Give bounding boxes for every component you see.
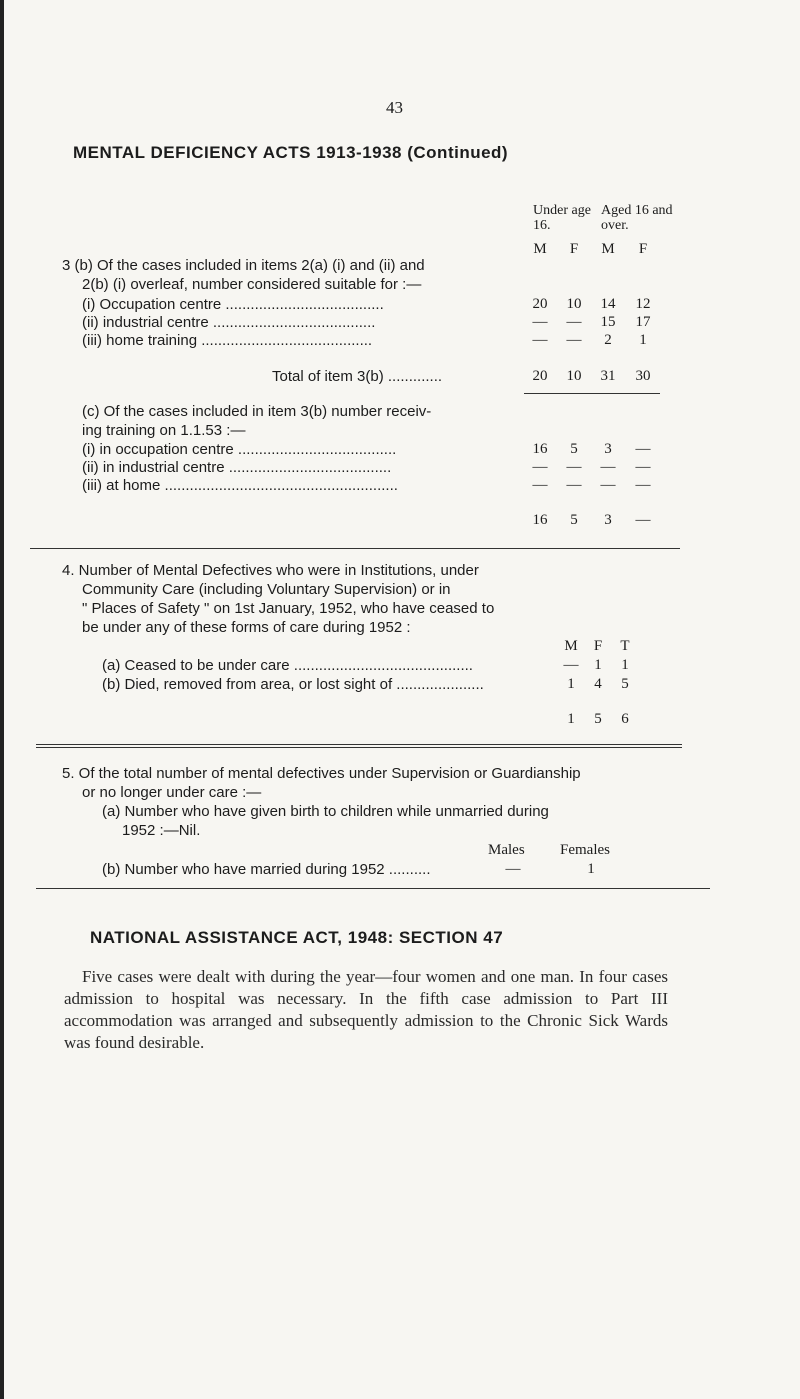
item-3b-total-label: Total of item 3(b) .............	[272, 368, 443, 385]
item-3c-row-label: (ii) in industrial centre .......................................	[82, 459, 392, 476]
table-cell: —	[566, 477, 582, 493]
page-edge	[0, 0, 4, 1399]
table-cell: 1	[639, 332, 647, 348]
table-cell: —	[600, 459, 616, 475]
col-label: M	[533, 241, 547, 257]
col-group-under-16: Under age 16.	[533, 203, 591, 233]
item-3b-line2: 2(b) (i) overleaf, number considered suitable for :—	[82, 276, 422, 293]
table-cell: —	[600, 477, 616, 493]
item-3b-row-label: (ii) industrial centre .......................................	[82, 314, 376, 331]
item-3c-line2: ing training on 1.1.53 :—	[82, 422, 246, 439]
item-3c-line1: (c) Of the cases included in item 3(b) number receiv-	[82, 403, 432, 420]
item-4-line: be under any of these forms of care during 1952 :	[82, 619, 411, 636]
table-cell: 3	[604, 441, 612, 457]
col-label-females: Females	[560, 842, 610, 858]
item-4-row-label: (a) Ceased to be under care ...........................................	[102, 657, 473, 674]
table-cell-total: 5	[570, 512, 578, 528]
table-cell-total: 30	[635, 368, 651, 384]
table-cell-total: 16	[532, 512, 548, 528]
col-label: M	[601, 241, 615, 257]
divider	[524, 393, 660, 394]
table-cell: —	[563, 657, 579, 673]
col-label: F	[593, 638, 603, 654]
section-divider	[36, 888, 710, 889]
item-5-line2: or no longer under care :—	[82, 784, 262, 801]
table-cell: 1	[587, 861, 595, 877]
table-cell-total: 10	[566, 368, 582, 384]
table-cell: —	[532, 477, 548, 493]
col-label: T	[620, 638, 630, 654]
table-cell: 1	[567, 676, 575, 692]
table-cell: 2	[604, 332, 612, 348]
col-label: M	[564, 638, 578, 654]
table-cell: 10	[566, 296, 582, 312]
item-3c-row-label: (i) in occupation centre ......................................	[82, 441, 397, 458]
item-5a-line1: (a) Number who have given birth to children while unmarried during	[102, 803, 549, 820]
table-cell: —	[532, 459, 548, 475]
table-cell-total: 20	[532, 368, 548, 384]
table-cell: 20	[532, 296, 548, 312]
item-4-row-label: (b) Died, removed from area, or lost sight of .....................	[102, 676, 484, 693]
section-divider	[36, 747, 682, 748]
table-cell-total: 1	[567, 711, 575, 727]
table-cell-total: 6	[621, 711, 629, 727]
table-cell: 14	[600, 296, 616, 312]
table-cell: 5	[570, 441, 578, 457]
table-cell: —	[566, 314, 582, 330]
table-cell: —	[566, 459, 582, 475]
item-4-line: " Places of Safety " on 1st January, 1952, who have ceased to	[82, 600, 495, 617]
col-label-males: Males	[488, 842, 525, 858]
table-cell: 16	[532, 441, 548, 457]
table-cell: 5	[621, 676, 629, 692]
item-3c-row-label: (iii) at home ........................................................	[82, 477, 398, 494]
table-cell: 12	[635, 296, 651, 312]
table-cell: —	[566, 332, 582, 348]
section-heading: NATIONAL ASSISTANCE ACT, 1948: SECTION 47	[90, 928, 504, 947]
table-cell: —	[635, 441, 651, 457]
table-cell-total: 31	[600, 368, 616, 384]
table-cell-total: —	[635, 512, 651, 528]
table-cell: —	[635, 459, 651, 475]
item-5-line1: 5. Of the total number of mental defectives under Supervision or Guardianship	[62, 765, 581, 782]
table-cell: —	[532, 314, 548, 330]
table-cell: —	[532, 332, 548, 348]
col-group-aged-16-over: Aged 16 and over.	[601, 203, 673, 233]
section-divider	[30, 548, 680, 549]
item-5a-line2: 1952 :—Nil.	[122, 822, 201, 839]
item-5b-label: (b) Number who have married during 1952 ..........	[102, 861, 431, 878]
item-3b-row-label: (iii) home training .........................................	[82, 332, 373, 349]
table-cell-total: 3	[604, 512, 612, 528]
table-cell: 1	[621, 657, 629, 673]
page-number: 43	[386, 98, 403, 117]
table-cell: 15	[600, 314, 616, 330]
table-cell-total: 5	[594, 711, 602, 727]
item-4-line: 4. Number of Mental Defectives who were in Institutions, under	[62, 562, 479, 579]
col-label: F	[569, 241, 579, 257]
item-3b-row-label: (i) Occupation centre ......................................	[82, 296, 384, 313]
table-cell: —	[505, 861, 521, 877]
section-divider	[36, 744, 682, 745]
table-cell: 17	[635, 314, 651, 330]
item-4-line: Community Care (including Voluntary Supervision) or in	[82, 581, 451, 598]
page-title: MENTAL DEFICIENCY ACTS 1913-1938 (Continued)	[73, 143, 509, 162]
table-cell: 4	[594, 676, 602, 692]
section-paragraph: Five cases were dealt with during the year—four women and one man. In four cases admission to hospital was necessary. In the fifth case admission to Part III accommodation was arranged and subsequently admission to the Chronic Sick Wards was found desirable.	[64, 967, 668, 1052]
table-cell: 1	[594, 657, 602, 673]
table-cell: —	[635, 477, 651, 493]
item-3b-line1: 3 (b) Of the cases included in items 2(a) (i) and (ii) and	[62, 257, 425, 274]
col-label: F	[638, 241, 648, 257]
